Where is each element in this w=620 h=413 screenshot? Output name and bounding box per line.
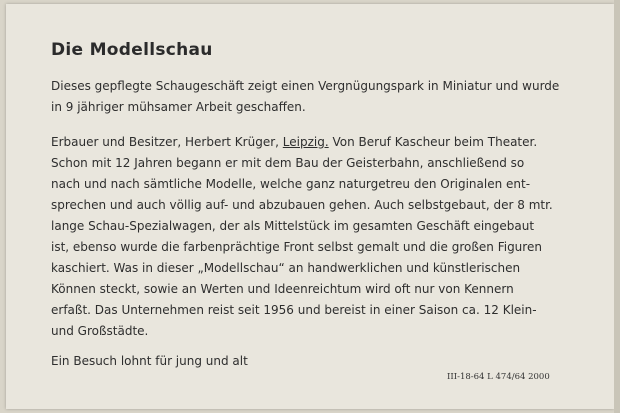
description-line: Schon mit 12 Jahren begann er mit dem Bau der Geisterbahn, anschließend so [51, 156, 525, 170]
intro-line: in 9 jähriger mühsamer Arbeit geschaffen. [51, 100, 306, 114]
description-paragraph [51, 132, 551, 342]
description-line: sprechen und auch völlig auf- und abzubauen gehen. Auch selbstgebaut, der 8 mtr. [51, 198, 553, 212]
description-line: lange Schau-Spezialwagen, der als Mittelstück im gesamten Geschäft eingebaut [51, 219, 535, 233]
description-line: erfaßt. Das Unternehmen reist seit 1956 und bereist in einer Saison ca. 12 Klein- [51, 303, 537, 317]
intro-paragraph [51, 76, 560, 118]
description-line: nach und nach sämtliche Modelle, welche ganz naturgetreu den Originalen ent- [51, 177, 531, 191]
description-line: ist, ebenso wurde die farbenprächtige Front selbst gemalt und die großen Figuren [51, 240, 542, 254]
description-line: und Großstädte. [51, 324, 149, 338]
print-code: III-18-64 L 474/64 2000 [447, 372, 550, 382]
card-edge [614, 0, 620, 413]
owner-text: Erbauer und Besitzer, Herbert Krüger, [51, 135, 279, 149]
description-line: kaschiert. Was in dieser „Modellschau“ an handwerklichen und künstlerischen [51, 261, 521, 275]
closing-line: Ein Besuch lohnt für jung und alt [51, 354, 248, 368]
city-text: Leipzig. [282, 135, 329, 149]
page-title: Die Modellschau [51, 40, 213, 60]
intro-line: Dieses gepflegte Schaugeschäft zeigt einen Vergnügungspark in Miniatur und wurde [51, 79, 560, 93]
description-line [51, 132, 551, 153]
description-line: Können steckt, sowie an Werten und Ideenreichtum wird oft nur von Kennern [51, 282, 514, 296]
profession-text: Von Beruf Kascheur beim Theater. [328, 135, 538, 149]
